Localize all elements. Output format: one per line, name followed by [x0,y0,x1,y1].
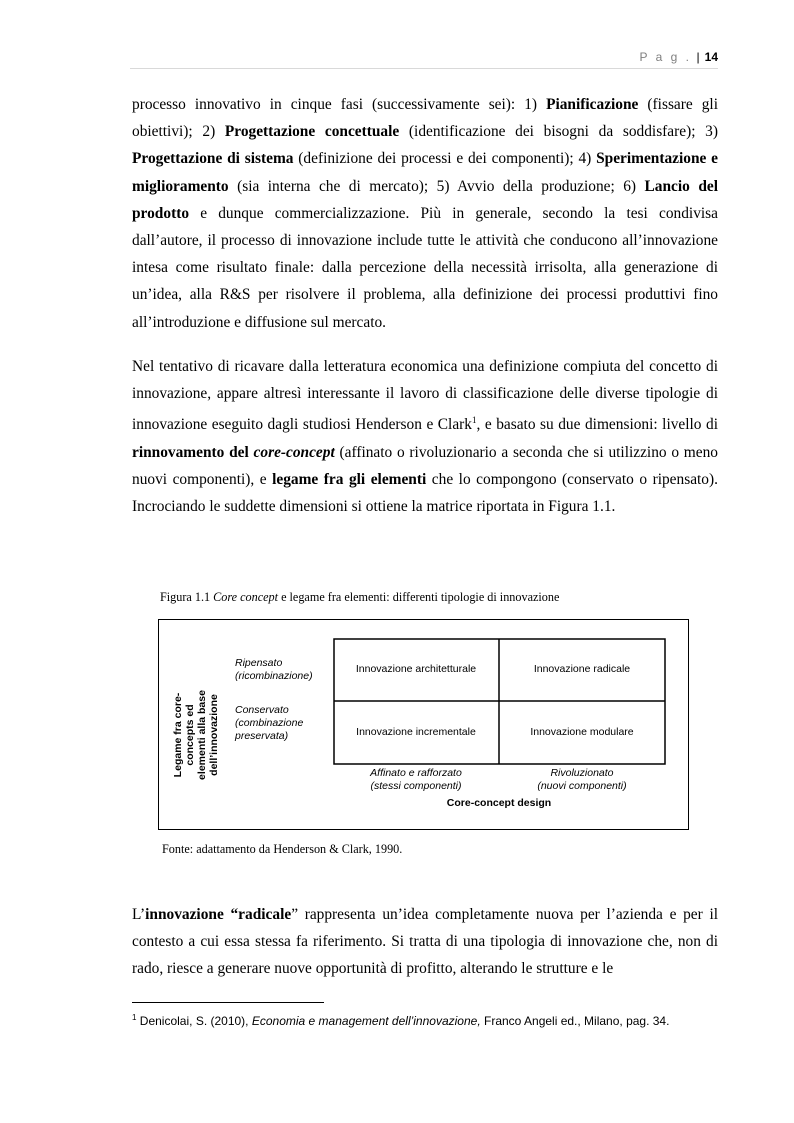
footnote-separator [132,1002,324,1003]
y-axis-line-2: concepts ed [184,704,196,766]
col-right-label-1: Rivoluzionato [550,767,614,779]
row-bottom-label-3: preservata) [235,730,289,742]
cell-architectural: Innovazione architetturale [355,663,477,675]
footnote-ref: 1 [471,415,477,426]
col-left-label-1: Affinato e rafforzato [370,767,462,779]
x-axis-title: Core-concept design [446,797,552,809]
page-number: 14 [704,50,718,64]
page-number-label: P a g . | 14 [639,50,718,64]
row-bottom-label-1: Conservato [235,704,289,716]
cell-modular: Innovazione modulare [530,726,634,738]
figure-caption: Figura 1.1 Core concept e legame fra elementi: differenti tipologie di innovazione [160,590,560,604]
cell-radical: Innovazione radicale [533,663,631,675]
paragraph-2: Nel tentativo di ricavare dalla letteratura economica una definizione compiuta del concetto di innovazione, appare altresì interessante il lavoro di classificazione delle diverse tipologie di innovazione eseguito dagli studiosi Henderson e Clark$^1$, e basato su due dimensioni: livello di rinnovamento del core-concept (affinato o rivoluzionario a seconda che si utilizzino o meno nuovi componenti), e legame fra gli elementi che lo compongono (conservato o ripensato). Incrociando le suddette dimensioni si ottiene la matrice riportata in Figura 1.1. [132,358,718,516]
cell-incremental: Innovazione incrementale [356,726,476,738]
row-top-label-1: Ripensato [235,657,283,669]
row-bottom-label-2: (combinazione [235,717,304,729]
y-axis-line-4: dell’innovazione [208,694,220,776]
footnote: $^1$ Denicolai, S. (2010), Economia e management dell’innovazione, Franco Angeli ed., Milano, pag. 34. [132,1013,670,1028]
paragraph-3: L’innovazione “radicale” rappresenta un’idea completamente nuova per l’azienda e per il contesto a cui essa stessa fa riferimento. Si tratta di una tipologia di innovazione che, non di rado, riesce a generare nuove opportunità di profitto, alterando le strutture e le [132,906,718,978]
figure-source: Fonte: adattamento da Henderson & Clark, 1990. [162,842,403,856]
y-axis-line-1: Legame fra core- [172,692,184,778]
row-top-label-2: (ricombinazione) [235,670,313,682]
paragraph-1: processo innovativo in cinque fasi (successivamente sei): 1) Pianificazione (fissare gli obiettivi); 2) Progettazione concettuale (identificazione dei bisogni da soddisfare); 3) Progettazione di sistema (definizione dei processi e dei componenti); 4) Sperimentazione e miglioramento (sia interna che di mercato); 5) Avvio della produzione; 6) Lancio del prodotto e dunque commercializzazione. Più in generale, secondo la tesi condivisa dall’autore, il processo di innovazione include tutte le attività che conducono all’innovazione intesa come risultato finale: dalla percezione della necessità irrisolta, alla generazione di un’idea, alla R&S per risolvere il problema, alla definizione dei processi produttivi fino all’introduzione e diffusione sul mercato. [132,96,718,331]
matrix-diagram [159,620,688,829]
y-axis-line-3: elementi alla base [196,690,208,780]
col-left-label-2: (stessi componenti) [370,780,462,792]
page-header [130,50,718,69]
figure-matrix [158,619,689,830]
col-right-label-2: (nuovi componenti) [537,780,627,792]
